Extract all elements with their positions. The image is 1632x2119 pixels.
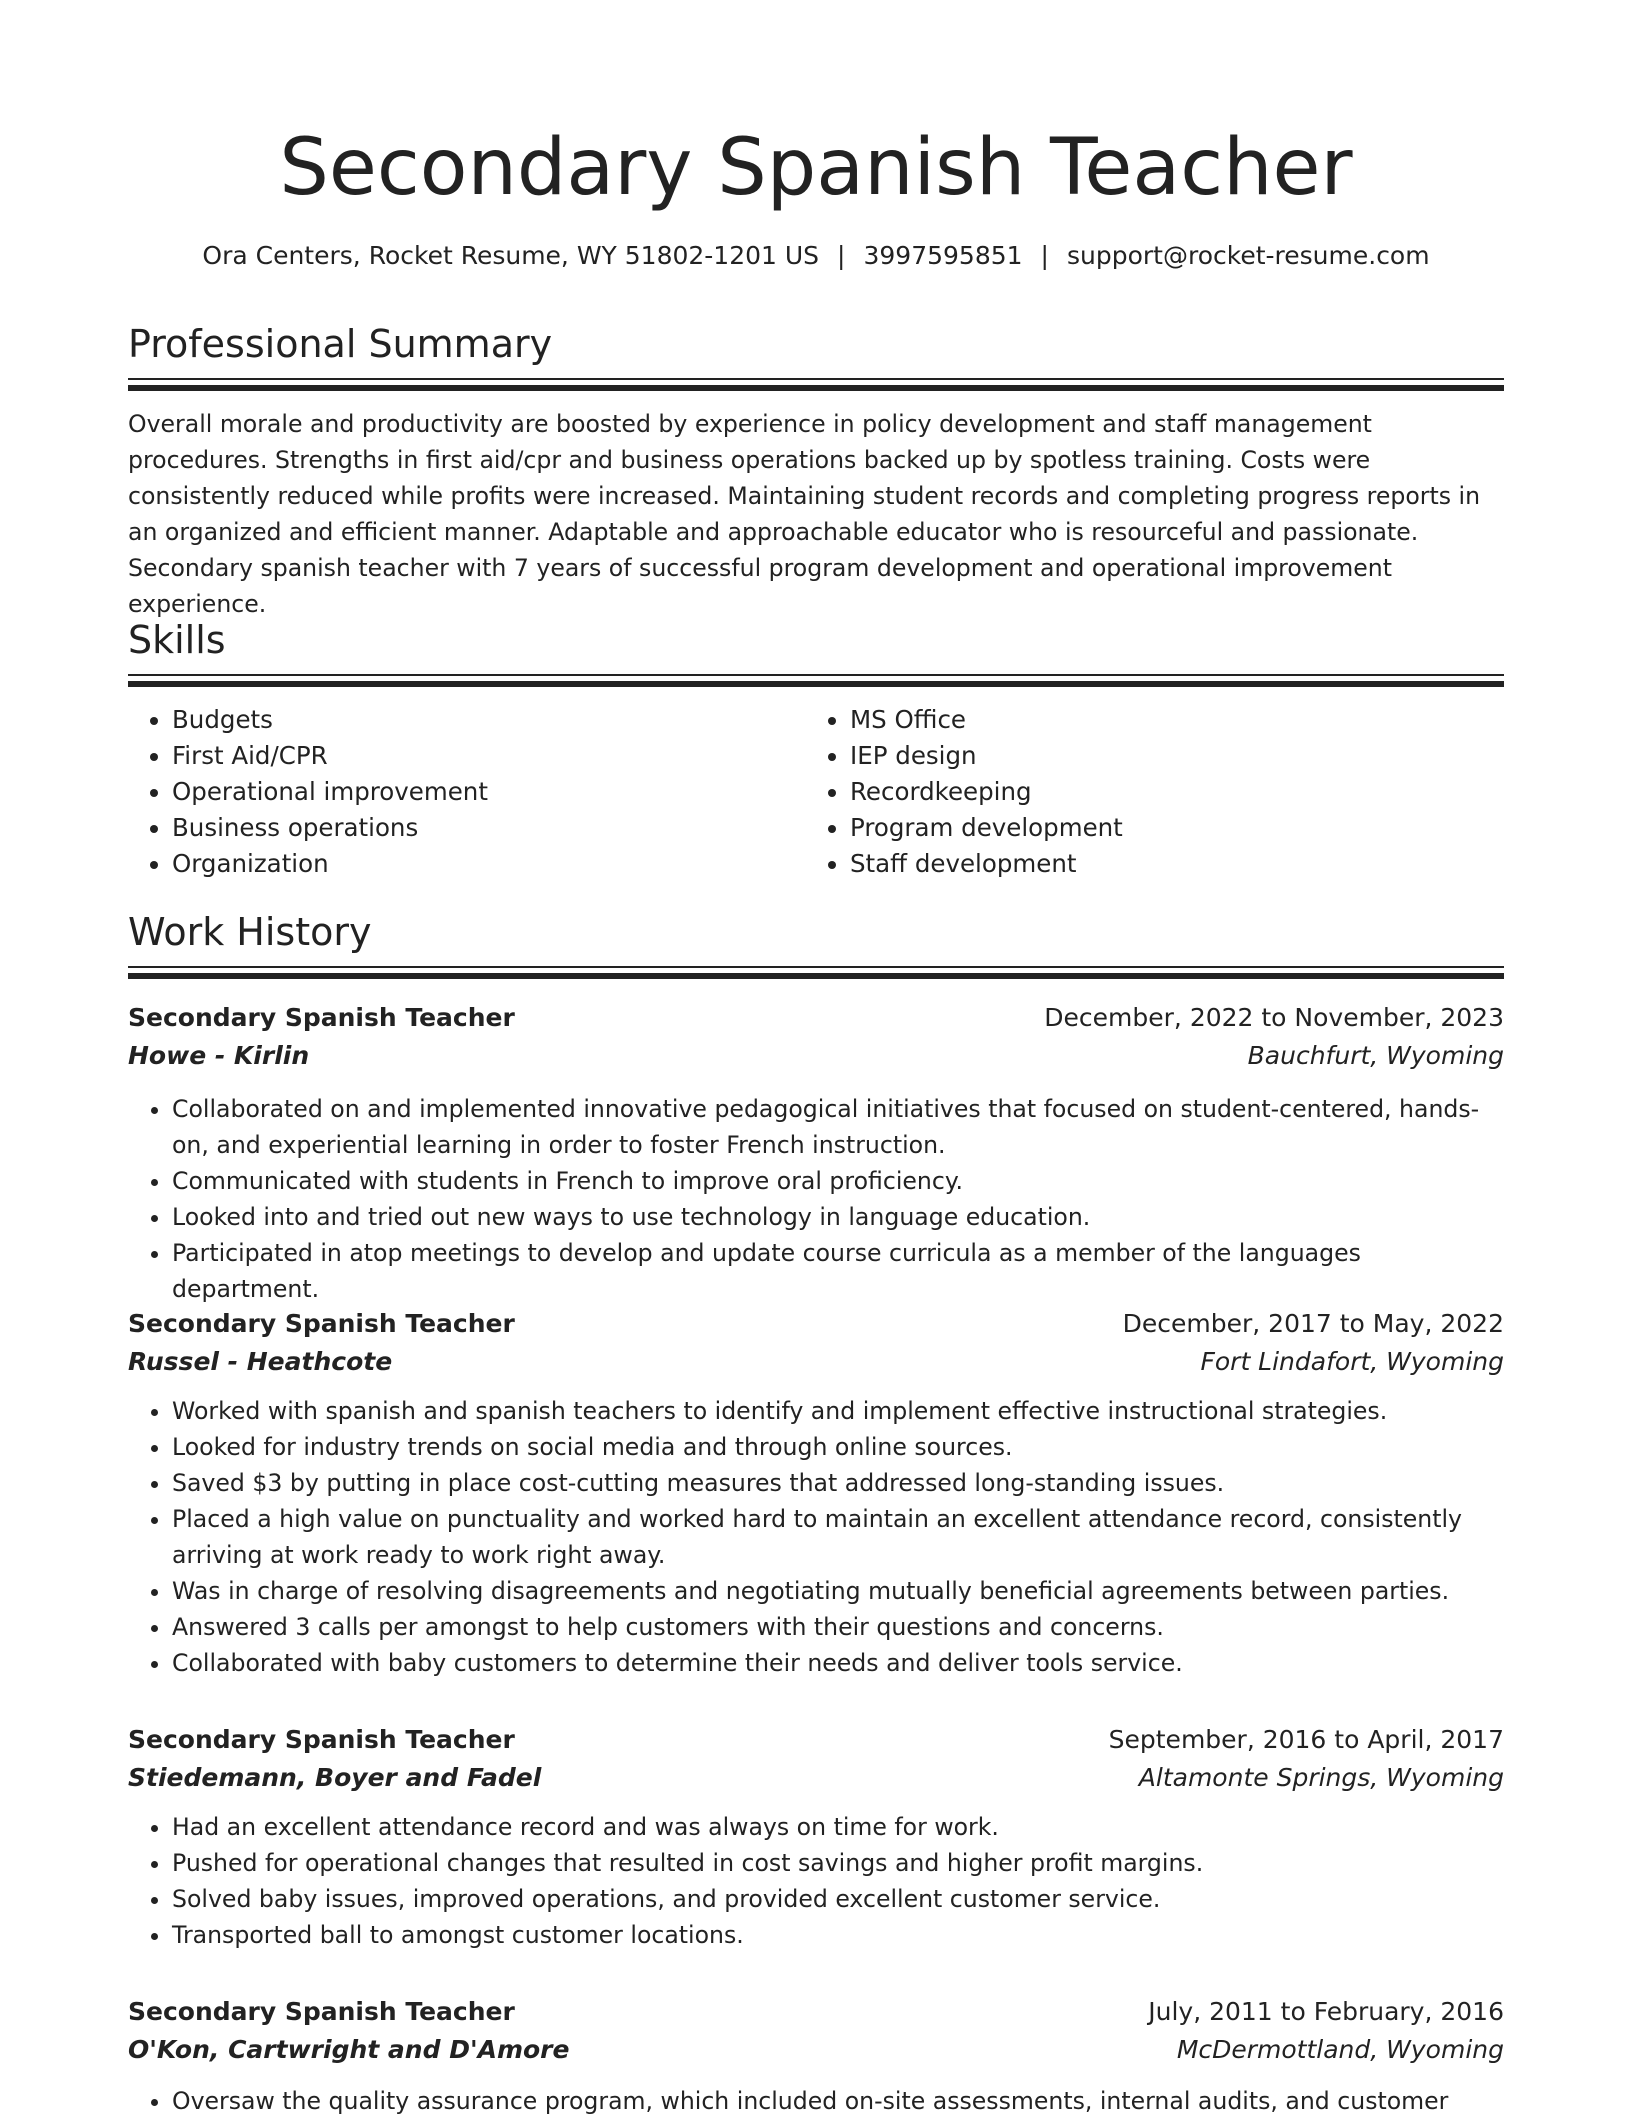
skill-item: • Budgets — [172, 702, 488, 738]
job-bullet: • Was in charge of resolving disagreements and negotiating mutually beneficial agreements between parties. — [172, 1573, 1504, 1609]
job-bullet: • Looked into and tried out new ways to use technology in language education. — [172, 1199, 1504, 1235]
job-company: Howe - Kirlin — [128, 1041, 310, 1070]
skill-item: • Business operations — [172, 810, 488, 846]
job-bullet: • Oversaw the quality assurance program, which included on-site assessments, internal audits, and customer — [172, 2083, 1504, 2119]
job-bullets — [128, 1393, 1504, 1681]
job-company: O'Kon, Cartwright and D'Amore — [128, 2035, 570, 2064]
job-bullet: • Looked for industry trends on social media and through online sources. — [172, 1429, 1504, 1465]
skill-item: • Staff development — [850, 846, 1123, 882]
job-entry — [128, 1305, 1504, 1681]
job-bullet: • Transported ball to amongst customer locations. — [172, 1917, 1504, 1953]
job-location: Bauchfurt, Wyoming — [1247, 1041, 1504, 1070]
job-bullets — [128, 2083, 1504, 2119]
skills-list-left — [128, 702, 488, 882]
job-bullet: • Placed a high value on punctuality and worked hard to maintain an excellent attendance record, consistently arriving at work ready to work right away. — [172, 1501, 1504, 1573]
job-bullet: • Collaborated on and implemented innovative pedagogical initiatives that focused on student-centered, hands-on, and experiential learning in order to foster French instruction. — [172, 1091, 1504, 1163]
job-dates: December, 2022 to November, 2023 — [1044, 1003, 1504, 1032]
job-bullets — [128, 1809, 1504, 1953]
contact-email: support@rocket-resume.com — [1066, 241, 1430, 270]
contact-separator: | — [837, 241, 846, 270]
skill-item: • Recordkeeping — [850, 774, 1123, 810]
job-dates: September, 2016 to April, 2017 — [1108, 1725, 1504, 1754]
job-company: Stiedemann, Boyer and Fadel — [128, 1763, 542, 1792]
job-entry — [128, 1721, 1504, 1953]
job-location: Fort Lindafort, Wyoming — [1200, 1347, 1504, 1376]
section-title-summary: Professional Summary — [128, 322, 553, 366]
skills-list-right — [806, 702, 1123, 882]
job-company: Russel - Heathcote — [128, 1347, 393, 1376]
job-bullets — [128, 1091, 1504, 1307]
skill-item: • Program development — [850, 810, 1123, 846]
job-bullet: • Saved $3 by putting in place cost-cutting measures that addressed long-standing issues. — [172, 1465, 1504, 1501]
job-title: Secondary Spanish Teacher — [128, 1003, 515, 1032]
job-bullet: • Solved baby issues, improved operations, and provided excellent customer service. — [172, 1881, 1504, 1917]
job-dates: July, 2011 to February, 2016 — [1148, 1997, 1504, 2026]
job-location: Altamonte Springs, Wyoming — [1138, 1763, 1504, 1792]
job-bullet: • Collaborated with baby customers to determine their needs and deliver tools service. — [172, 1645, 1504, 1681]
section-title-skills: Skills — [128, 618, 226, 662]
job-location: McDermottland, Wyoming — [1176, 2035, 1504, 2064]
job-title: Secondary Spanish Teacher — [128, 1309, 515, 1338]
summary-text: Overall morale and productivity are boosted by experience in policy development and staff management procedures. Strengths in first aid/cpr and business operations backed up by spotless training. Costs were consistently reduced while profits were increased. Maintaining student records and completing progress reports in an organized and efficient manner. Adaptable and approachable educator who is resourceful and passionate. Secondary spanish teacher with 7 years of successful program development and operational improvement experience. — [128, 410, 1481, 618]
section-divider — [128, 674, 1504, 688]
resume-name: Secondary Spanish Teacher — [279, 123, 1353, 213]
skill-item: • First Aid/CPR — [172, 738, 488, 774]
job-bullet: • Worked with spanish and spanish teachers to identify and implement effective instructional strategies. — [172, 1393, 1504, 1429]
job-title: Secondary Spanish Teacher — [128, 1997, 515, 2026]
job-bullet: • Answered 3 calls per amongst to help customers with their questions and concerns. — [172, 1609, 1504, 1645]
skill-item: • Organization — [172, 846, 488, 882]
job-entry — [128, 1993, 1504, 2119]
section-divider — [128, 378, 1504, 392]
job-bullet: • Communicated with students in French to improve oral proficiency. — [172, 1163, 1504, 1199]
contact-phone: 3997595851 — [863, 241, 1023, 270]
skill-item: • MS Office — [850, 702, 1123, 738]
job-dates: December, 2017 to May, 2022 — [1122, 1309, 1504, 1338]
job-bullet: • Pushed for operational changes that resulted in cost savings and higher profit margins. — [172, 1845, 1504, 1881]
job-bullet: • Participated in atop meetings to develop and update course curricula as a member of the languages department. — [172, 1235, 1504, 1307]
section-divider — [128, 966, 1504, 980]
contact-separator: | — [1040, 241, 1049, 270]
contact-line — [128, 238, 1504, 274]
skill-item: • IEP design — [850, 738, 1123, 774]
job-title: Secondary Spanish Teacher — [128, 1725, 515, 1754]
skill-item: • Operational improvement — [172, 774, 488, 810]
job-bullet: • Had an excellent attendance record and was always on time for work. — [172, 1809, 1504, 1845]
job-entry — [128, 999, 1504, 1307]
section-title-work: Work History — [128, 910, 372, 954]
contact-address: Ora Centers, Rocket Resume, WY 51802-1201 US — [202, 241, 820, 270]
